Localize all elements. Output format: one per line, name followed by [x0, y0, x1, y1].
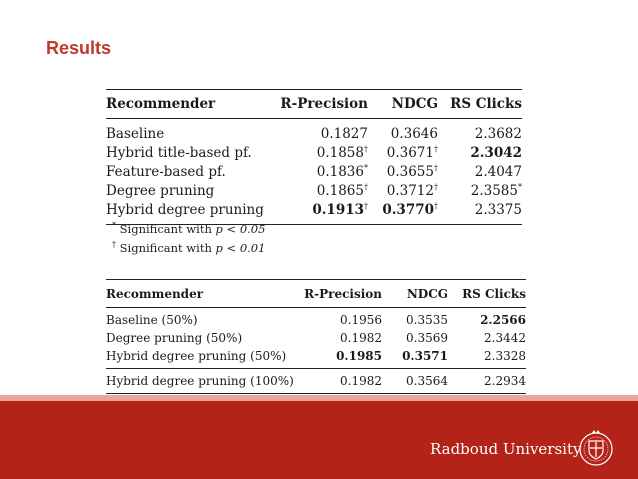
cell-recommender: Degree pruning	[106, 182, 215, 199]
cell-rs-clicks: 2.2566	[480, 313, 526, 327]
university-brand: Radboud University	[430, 440, 582, 458]
table-header-row	[106, 90, 522, 119]
cell-ndcg: 0.3671†	[386, 144, 438, 161]
col-header-recommender: Recommender	[106, 96, 216, 112]
table-row	[106, 308, 526, 330]
table-row	[106, 369, 526, 394]
footnote-mark: †	[112, 240, 116, 250]
col-header-rs-clicks: RS Clicks	[450, 96, 522, 112]
footnote-p001	[112, 241, 265, 255]
footnote-condition: p < 0.05	[215, 222, 266, 236]
cell-recommender: Baseline	[106, 125, 165, 142]
cell-rs-clicks: 2.3585*	[470, 182, 522, 199]
table-header-row	[106, 280, 526, 308]
cell-recommender: Hybrid degree pruning (50%)	[106, 349, 287, 363]
cell-recommender: Hybrid degree pruning (100%)	[106, 374, 294, 388]
cell-ndcg: 0.3655†	[386, 163, 438, 180]
footnote-mark: *	[112, 221, 116, 231]
results-table-pruning	[106, 279, 526, 394]
table-row	[106, 119, 522, 144]
cell-r-precision: 0.1982	[340, 374, 382, 388]
footnote-p005	[112, 222, 265, 236]
col-header-rs-clicks: RS Clicks	[462, 286, 526, 301]
cell-rs-clicks: 2.3042	[470, 144, 522, 161]
cell-recommender: Hybrid title-based pf.	[106, 144, 252, 161]
cell-r-precision: 0.1858†	[316, 144, 368, 161]
cell-rs-clicks: 2.2934	[484, 374, 526, 388]
table-row	[106, 329, 526, 347]
col-header-recommender: Recommender	[106, 286, 204, 301]
cell-rs-clicks: 2.3442	[484, 331, 526, 345]
cell-r-precision: 0.1865†	[316, 182, 368, 199]
table-row	[106, 347, 526, 369]
university-crest-icon	[578, 427, 614, 471]
cell-rs-clicks: 2.4047	[474, 163, 522, 180]
footnote-text: Significant with	[119, 241, 212, 255]
col-header-r-precision: R-Precision	[280, 96, 368, 112]
table-row	[106, 162, 522, 181]
cell-ndcg: 0.3564	[406, 374, 448, 388]
col-header-r-precision: R-Precision	[304, 286, 382, 301]
cell-ndcg: 0.3646	[390, 125, 438, 142]
cell-ndcg: 0.3569	[406, 331, 448, 345]
cell-r-precision: 0.1913†	[312, 201, 368, 218]
cell-ndcg: 0.3571	[402, 349, 448, 363]
footnote-text: Significant with	[119, 222, 212, 236]
cell-r-precision: 0.1985	[336, 349, 382, 363]
cell-rs-clicks: 2.3328	[484, 349, 526, 363]
cell-recommender: Degree pruning (50%)	[106, 331, 243, 345]
cell-ndcg: 0.3770†	[382, 201, 438, 218]
table-row	[106, 200, 522, 225]
cell-rs-clicks: 2.3375	[474, 201, 522, 218]
cell-rs-clicks: 2.3682	[474, 125, 522, 142]
cell-r-precision: 0.1982	[340, 331, 382, 345]
cell-r-precision: 0.1836*	[316, 163, 368, 180]
cell-ndcg: 0.3535	[406, 313, 448, 327]
table-row	[106, 181, 522, 200]
footnote-condition: p < 0.01	[215, 241, 266, 255]
col-header-ndcg: NDCG	[406, 286, 448, 301]
slide-title: Results	[46, 38, 112, 58]
table-row	[106, 143, 522, 162]
cell-r-precision: 0.1956	[340, 313, 382, 327]
cell-recommender: Baseline (50%)	[106, 313, 198, 327]
cell-recommender: Feature-based pf.	[106, 163, 226, 180]
cell-ndcg: 0.3712†	[386, 182, 438, 199]
cell-r-precision: 0.1827	[320, 125, 368, 142]
results-table-main	[106, 89, 522, 225]
col-header-ndcg: NDCG	[391, 96, 438, 112]
cell-recommender: Hybrid degree pruning	[106, 201, 264, 218]
